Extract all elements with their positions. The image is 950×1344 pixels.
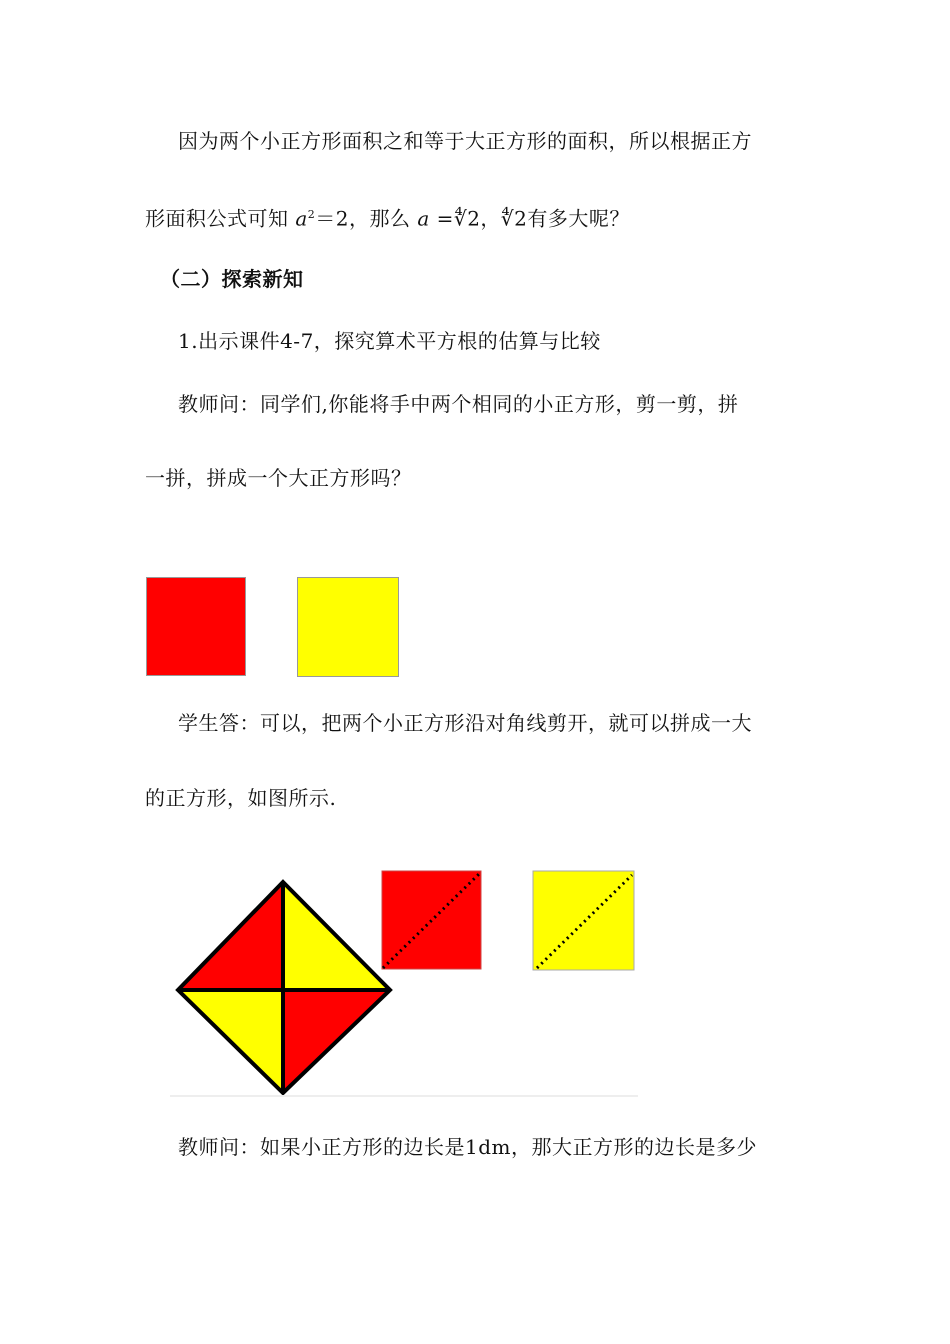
paragraph-1: 因为两个小正方形面积之和等于大正方形的面积，所以根据正方 — [178, 129, 752, 153]
red-square-with-diagonal — [382, 871, 481, 969]
text: 形面积公式可知 — [145, 206, 296, 231]
paragraph-3: 1.出示课件4-7，探究算术平方根的估算与比较 — [178, 329, 601, 353]
paragraph-5: 一拼，拼成一个大正方形吗？ — [145, 466, 412, 490]
text: =∜2，∜2有多大呢？ — [429, 206, 630, 231]
paragraph-7: 的正方形，如图所示. — [145, 786, 337, 810]
text: ＝2，那么 — [315, 206, 418, 231]
section-heading: （二）探索新知 — [160, 267, 304, 291]
variable-a: a — [417, 206, 430, 231]
yellow-square-with-diagonal — [533, 871, 634, 970]
variable-a: a — [295, 206, 308, 231]
exponent: 2 — [307, 208, 316, 221]
assembled-diamond — [178, 882, 390, 1093]
paragraph-6: 学生答：可以，把两个小正方形沿对角线剪开，就可以拼成一大 — [178, 711, 752, 735]
paragraph-4: 教师问：同学们,你能将手中两个相同的小正方形，剪一剪，拼 — [178, 392, 739, 416]
paragraph-8: 教师问：如果小正方形的边长是1dm，那大正方形的边长是多少 — [178, 1135, 757, 1159]
